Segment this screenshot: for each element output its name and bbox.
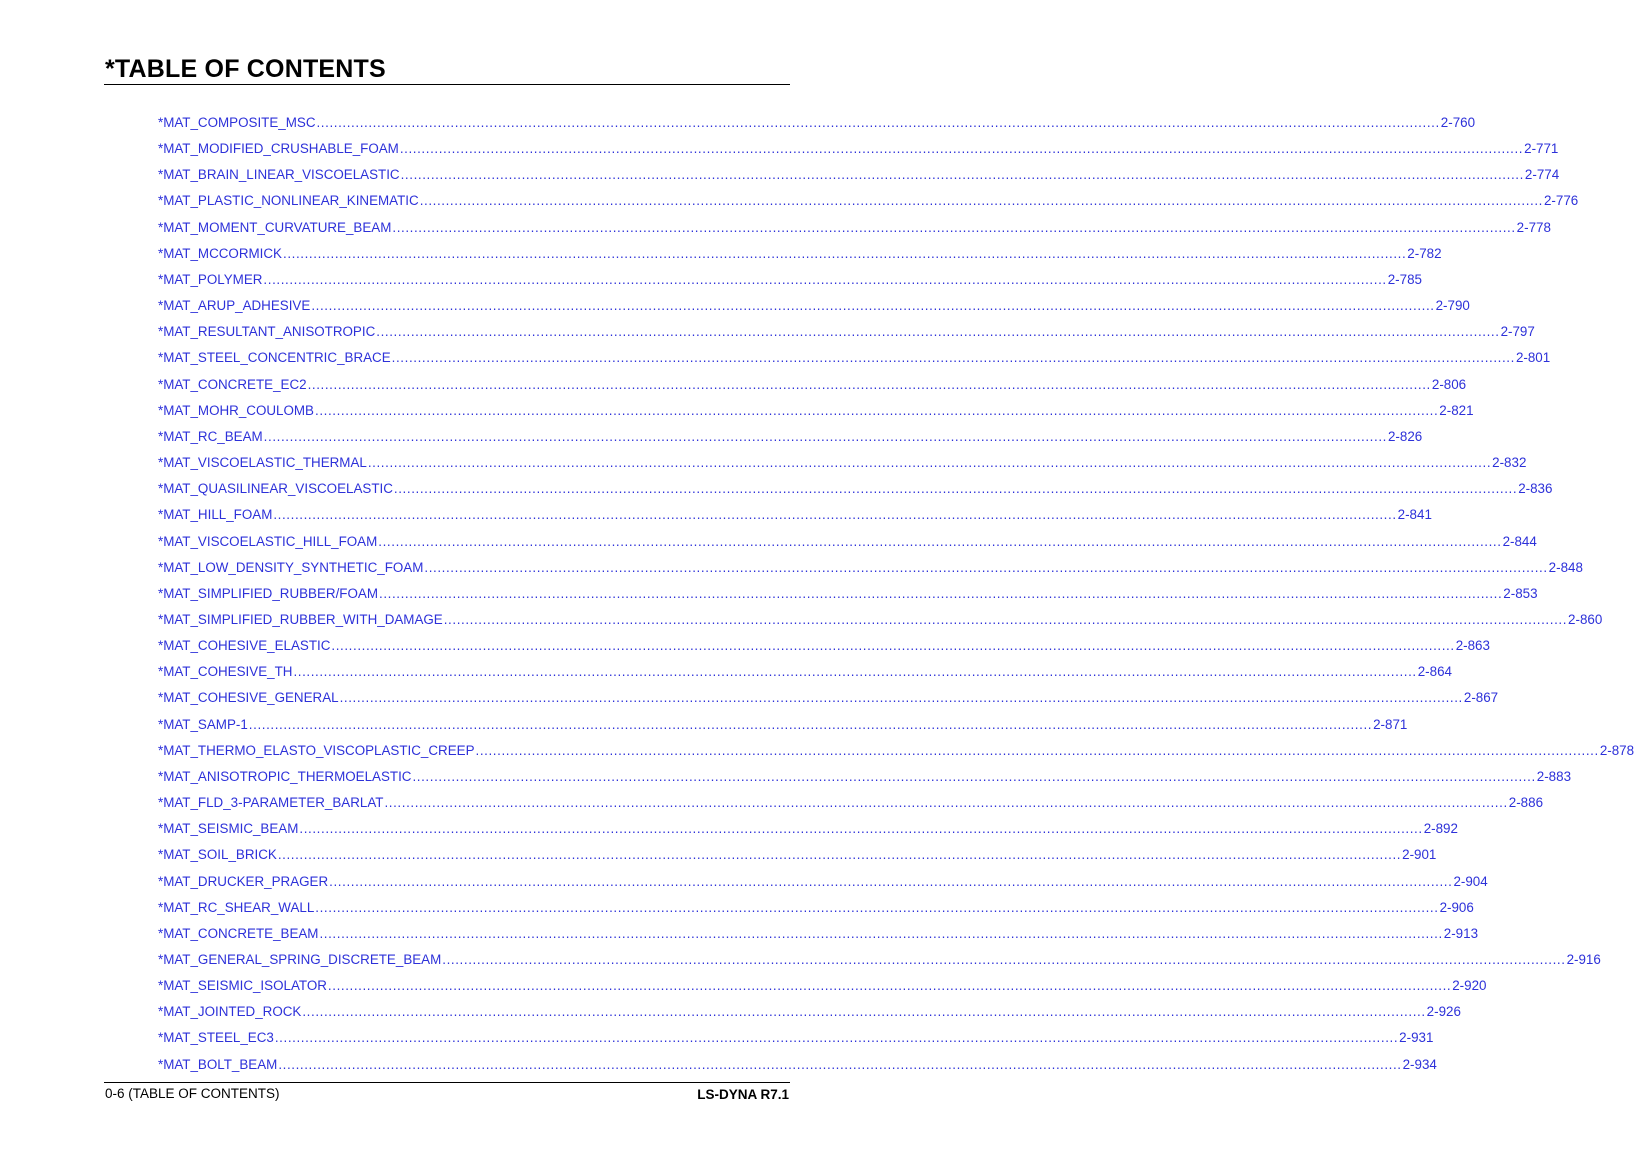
toc-entry-page[interactable]: 2-790	[1435, 298, 1470, 314]
toc-entry-page[interactable]: 2-760	[1440, 115, 1476, 130]
toc-entry[interactable]	[158, 559, 1583, 585]
toc-leader-dots: ....................................................................................................................................................................................................................................................................	[327, 978, 1452, 994]
toc-entry-label[interactable]: *MAT_RESULTANT_ANISOTROPIC	[158, 324, 376, 340]
toc-entry-page[interactable]: 2-904	[1453, 873, 1488, 889]
toc-entry-page[interactable]: 2-867	[1463, 690, 1499, 706]
toc-leader-dots: ....................................................................................................................................................................................................................................................................	[307, 376, 1431, 392]
toc-entry[interactable]	[158, 611, 1603, 637]
toc-entry-page[interactable]: 2-901	[1402, 847, 1437, 863]
toc-entry-label[interactable]: *MAT_SEISMIC_ISOLATOR	[158, 978, 327, 994]
toc-entry[interactable]	[158, 506, 1432, 532]
toc-leader-dots: ....................................................................................................................................................................................................................................................................	[331, 638, 1455, 654]
toc-entry[interactable]	[158, 245, 1442, 271]
toc-leader-dots: ....................................................................................................................................................................................................................................................................	[376, 324, 1500, 340]
toc-entry-label[interactable]: *MAT_THERMO_ELASTO_VISCOPLASTIC_CREEP	[158, 742, 475, 758]
toc-entry-label[interactable]: *MAT_SOIL_BRICK	[158, 847, 277, 863]
title-divider	[104, 84, 790, 85]
toc-entry-page[interactable]: 2-913	[1443, 925, 1479, 941]
toc-leader-dots: ....................................................................................................................................................................................................................................................................	[315, 402, 1439, 418]
toc-entry[interactable]	[158, 192, 1579, 218]
toc-entry[interactable]	[158, 166, 1560, 192]
toc-entry-label[interactable]: *MAT_SAMP-1	[158, 716, 248, 732]
toc-entry[interactable]	[158, 297, 1470, 323]
toc-entry-page[interactable]: 2-778	[1516, 219, 1551, 235]
toc-leader-dots: ....................................................................................................................................................................................................................................................................	[384, 795, 1508, 811]
toc-leader-dots: ....................................................................................................................................................................................................................................................................	[273, 507, 1397, 523]
toc-entry[interactable]	[158, 1056, 1437, 1082]
toc-entry-page[interactable]: 2-892	[1423, 821, 1458, 837]
toc-leader-dots: ....................................................................................................................................................................................................................................................................	[392, 219, 1516, 235]
toc-entry-page[interactable]: 2-886	[1508, 795, 1544, 811]
toc-entry[interactable]	[158, 951, 1601, 977]
toc-entry-label[interactable]: *MAT_ANISOTROPIC_THERMOELASTIC	[158, 768, 412, 784]
toc-leader-dots: ....................................................................................................................................................................................................................................................................	[339, 690, 1463, 706]
toc-entry-label[interactable]: *MAT_FLD_3-PARAMETER_BARLAT	[158, 795, 384, 811]
toc-leader-dots: ....................................................................................................................................................................................................................................................................	[274, 1030, 1399, 1046]
toc-entry[interactable]	[158, 820, 1458, 846]
toc-entry-label[interactable]: *MAT_COHESIVE_GENERAL	[158, 690, 339, 706]
toc-entry-page[interactable]: 2-836	[1518, 481, 1553, 497]
toc-entry-label[interactable]: *MAT_MCCORMICK	[158, 245, 282, 261]
toc-entry[interactable]	[158, 1003, 1461, 1029]
toc-entry-page[interactable]: 2-832	[1492, 455, 1527, 471]
toc-entry[interactable]	[158, 716, 1408, 742]
toc-entry-page[interactable]: 2-860	[1568, 611, 1603, 627]
toc-entry-page[interactable]: 2-771	[1524, 141, 1559, 157]
toc-entry[interactable]	[158, 271, 1422, 297]
toc-entry-page[interactable]: 2-844	[1502, 533, 1537, 549]
toc-leader-dots: ....................................................................................................................................................................................................................................................................	[442, 952, 1566, 967]
toc-leader-dots: ....................................................................................................................................................................................................................................................................	[424, 559, 1548, 575]
toc-entry-page[interactable]: 2-801	[1515, 350, 1551, 366]
toc-entry-page[interactable]: 2-821	[1439, 402, 1474, 418]
toc-leader-dots: ....................................................................................................................................................................................................................................................................	[277, 847, 1402, 863]
toc-entry-label[interactable]: *MAT_MODIFIED_CRUSHABLE_FOAM	[158, 141, 399, 157]
toc-leader-dots: ....................................................................................................................................................................................................................................................................	[393, 481, 1518, 497]
toc-entry-page[interactable]: 2-863	[1455, 638, 1490, 654]
toc-entry-page[interactable]: 2-806	[1431, 376, 1467, 392]
toc-leader-dots: ....................................................................................................................................................................................................................................................................	[399, 141, 1524, 157]
toc-entry-label[interactable]: *MAT_CONCRETE_EC2	[158, 376, 307, 392]
toc-entry-page[interactable]: 2-916	[1566, 952, 1601, 967]
toc-entry-page[interactable]: 2-931	[1399, 1030, 1434, 1046]
toc-leader-dots: ....................................................................................................................................................................................................................................................................	[419, 193, 1543, 209]
toc-entry-label[interactable]: *MAT_RC_SHEAR_WALL	[158, 899, 315, 915]
toc-entry-label[interactable]: *MAT_QUASILINEAR_VISCOELASTIC	[158, 481, 393, 497]
toc-entry-label[interactable]: *MAT_POLYMER	[158, 271, 263, 287]
toc-leader-dots: ....................................................................................................................................................................................................................................................................	[443, 611, 1568, 627]
toc-entry-page[interactable]: 2-926	[1426, 1004, 1461, 1020]
toc-entry-label[interactable]: *MAT_HILL_FOAM	[158, 507, 273, 523]
toc-leader-dots: ....................................................................................................................................................................................................................................................................	[293, 664, 1417, 680]
toc-entry[interactable]	[158, 663, 1452, 689]
toc-entry-page[interactable]: 2-848	[1548, 559, 1583, 575]
toc-entry[interactable]	[158, 1029, 1434, 1055]
toc-leader-dots: ....................................................................................................................................................................................................................................................................	[299, 821, 1423, 837]
toc-entry-page[interactable]: 2-934	[1402, 1056, 1437, 1072]
toc-entry-page[interactable]: 2-785	[1387, 271, 1422, 287]
toc-entry[interactable]	[158, 402, 1474, 428]
toc-entry[interactable]	[158, 977, 1487, 1003]
toc-entry-page[interactable]: 2-920	[1452, 978, 1487, 994]
toc-entry-page[interactable]: 2-797	[1500, 324, 1535, 340]
toc-list	[158, 114, 1634, 1082]
toc-entry-label[interactable]: *MAT_COHESIVE_TH	[158, 664, 293, 680]
toc-entry-label[interactable]: *MAT_ARUP_ADHESIVE	[158, 298, 311, 314]
toc-entry[interactable]	[158, 585, 1538, 611]
toc-entry-label[interactable]: *MAT_SEISMIC_BEAM	[158, 821, 299, 837]
toc-entry-label[interactable]: *MAT_JOINTED_ROCK	[158, 1004, 302, 1020]
toc-entry-label[interactable]: *MAT_BRAIN_LINEAR_VISCOELASTIC	[158, 167, 400, 183]
toc-leader-dots: ....................................................................................................................................................................................................................................................................	[302, 1004, 1426, 1020]
toc-entry[interactable]	[158, 899, 1474, 925]
footer-page-label: 0-6 (TABLE OF CONTENTS)	[105, 1086, 280, 1101]
toc-entry-label[interactable]: *MAT_MOHR_COULOMB	[158, 402, 314, 418]
toc-entry-label[interactable]: *MAT_GENERAL_SPRING_DISCRETE_BEAM	[158, 952, 442, 967]
toc-entry-page[interactable]: 2-853	[1503, 585, 1538, 601]
toc-entry-page[interactable]: 2-878	[1599, 742, 1634, 758]
toc-entry-label[interactable]: *MAT_COMPOSITE_MSC	[158, 115, 316, 130]
toc-leader-dots: ....................................................................................................................................................................................................................................................................	[263, 271, 1387, 287]
toc-entry[interactable]	[158, 689, 1499, 715]
toc-entry[interactable]	[158, 454, 1527, 480]
toc-entry-label[interactable]: *MAT_MOMENT_CURVATURE_BEAM	[158, 219, 392, 235]
toc-entry[interactable]	[158, 219, 1551, 245]
toc-leader-dots: ....................................................................................................................................................................................................................................................................	[263, 428, 1387, 444]
toc-entry-page[interactable]: 2-782	[1407, 245, 1442, 261]
toc-entry-label[interactable]: *MAT_LOW_DENSITY_SYNTHETIC_FOAM	[158, 559, 424, 575]
toc-entry[interactable]	[158, 742, 1634, 768]
toc-entry[interactable]	[158, 376, 1467, 402]
toc-entry-label[interactable]: *MAT_STEEL_EC3	[158, 1030, 274, 1046]
toc-leader-dots: ....................................................................................................................................................................................................................................................................	[400, 167, 1524, 183]
page-title: *TABLE OF CONTENTS	[105, 55, 386, 83]
footer-product-label: LS-DYNA R7.1	[697, 1087, 789, 1102]
toc-entry-label[interactable]: *MAT_SIMPLIFIED_RUBBER_WITH_DAMAGE	[158, 611, 443, 627]
toc-leader-dots: ....................................................................................................................................................................................................................................................................	[391, 350, 1515, 366]
toc-entry-page[interactable]: 2-871	[1373, 716, 1408, 732]
toc-entry-label[interactable]: *MAT_SIMPLIFIED_RUBBER/FOAM	[158, 585, 378, 601]
toc-entry-page[interactable]: 2-883	[1536, 768, 1572, 784]
toc-leader-dots: ....................................................................................................................................................................................................................................................................	[412, 768, 1536, 784]
toc-leader-dots: ....................................................................................................................................................................................................................................................................	[278, 1056, 1402, 1072]
toc-leader-dots: ....................................................................................................................................................................................................................................................................	[248, 716, 1373, 732]
toc-leader-dots: ....................................................................................................................................................................................................................................................................	[379, 585, 1503, 601]
toc-entry-page[interactable]: 2-774	[1524, 167, 1560, 183]
toc-leader-dots: ....................................................................................................................................................................................................................................................................	[378, 533, 1502, 549]
toc-leader-dots: ....................................................................................................................................................................................................................................................................	[475, 742, 1599, 758]
toc-entry-label[interactable]: *MAT_BOLT_BEAM	[158, 1056, 278, 1072]
toc-entry[interactable]	[158, 140, 1559, 166]
toc-entry[interactable]	[158, 925, 1479, 951]
toc-entry-page[interactable]: 2-776	[1543, 193, 1579, 209]
toc-entry[interactable]	[158, 768, 1572, 794]
toc-entry[interactable]	[158, 846, 1437, 872]
toc-leader-dots: ....................................................................................................................................................................................................................................................................	[319, 925, 1443, 941]
footer-divider	[104, 1082, 790, 1083]
toc-leader-dots: ....................................................................................................................................................................................................................................................................	[283, 245, 1407, 261]
toc-entry[interactable]	[158, 428, 1423, 454]
toc-entry[interactable]	[158, 533, 1537, 559]
toc-leader-dots: ....................................................................................................................................................................................................................................................................	[329, 873, 1453, 889]
toc-entry[interactable]	[158, 480, 1553, 506]
toc-leader-dots: ....................................................................................................................................................................................................................................................................	[367, 455, 1492, 471]
toc-leader-dots: ....................................................................................................................................................................................................................................................................	[316, 115, 1440, 130]
toc-entry[interactable]	[158, 323, 1535, 349]
toc-entry[interactable]	[158, 794, 1544, 820]
toc-entry-label[interactable]: *MAT_PLASTIC_NONLINEAR_KINEMATIC	[158, 193, 419, 209]
toc-entry-label[interactable]: *MAT_CONCRETE_BEAM	[158, 925, 319, 941]
toc-entry[interactable]	[158, 114, 1476, 140]
toc-entry-label[interactable]: *MAT_COHESIVE_ELASTIC	[158, 638, 331, 654]
toc-entry-label[interactable]: *MAT_STEEL_CONCENTRIC_BRACE	[158, 350, 391, 366]
toc-entry-page[interactable]: 2-841	[1397, 507, 1432, 523]
toc-entry-label[interactable]: *MAT_VISCOELASTIC_HILL_FOAM	[158, 533, 378, 549]
toc-leader-dots: ....................................................................................................................................................................................................................................................................	[311, 298, 1435, 314]
toc-entry[interactable]	[158, 873, 1488, 899]
toc-leader-dots: ....................................................................................................................................................................................................................................................................	[315, 899, 1439, 915]
toc-entry-page[interactable]: 2-864	[1417, 664, 1452, 680]
toc-entry-page[interactable]: 2-826	[1387, 428, 1423, 444]
toc-entry[interactable]	[158, 349, 1551, 375]
toc-entry-label[interactable]: *MAT_RC_BEAM	[158, 428, 263, 444]
toc-entry[interactable]	[158, 637, 1490, 663]
toc-entry-label[interactable]: *MAT_DRUCKER_PRAGER	[158, 873, 329, 889]
toc-entry-label[interactable]: *MAT_VISCOELASTIC_THERMAL	[158, 455, 367, 471]
toc-entry-page[interactable]: 2-906	[1439, 899, 1474, 915]
